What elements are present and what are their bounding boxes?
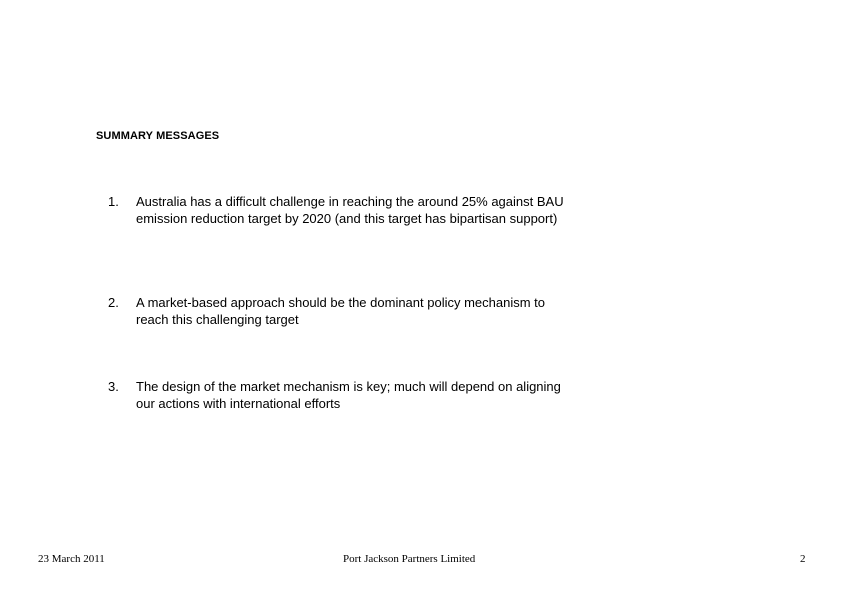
message-number: 2. xyxy=(108,295,119,310)
footer-date: 23 March 2011 xyxy=(38,553,105,565)
page-title: SUMMARY MESSAGES xyxy=(96,130,220,142)
footer-page-number: 2 xyxy=(800,553,806,565)
message-number: 1. xyxy=(108,194,119,209)
message-text: A market-based approach should be the dominant policy mechanism to reach this challenging target xyxy=(136,295,546,327)
message-text: The design of the market mechanism is key; much will depend on aligning our actions with international efforts xyxy=(136,379,561,411)
message-text: Australia has a difficult challenge in reaching the around 25% against BAU emission reduction target by 2020 (and this target has bipartisan support) xyxy=(136,194,564,226)
message-number: 3. xyxy=(108,379,119,394)
footer-company: Port Jackson Partners Limited xyxy=(343,553,476,565)
